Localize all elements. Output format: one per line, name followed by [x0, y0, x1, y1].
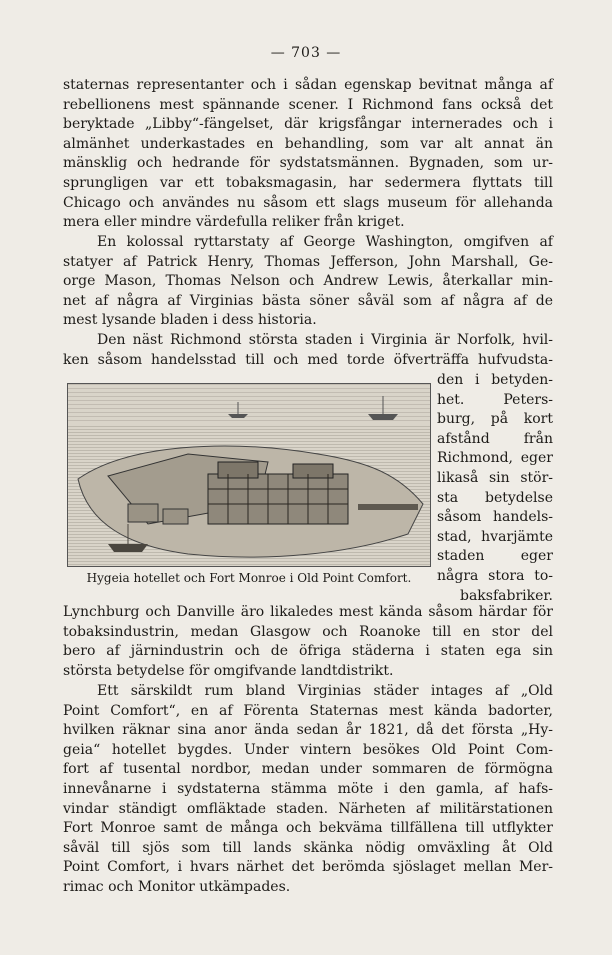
narrow-column	[437, 371, 553, 606]
page-number: — 703 —	[270, 45, 342, 61]
text-line: rebellionens mest spännande scener. I Richmond fans också det	[63, 96, 553, 113]
engraving-svg	[68, 384, 430, 566]
text-line: hvilken räknar sina anor ända sedan år 1821, då det första „Hy-	[63, 722, 553, 739]
text-line: Den näst Richmond största staden i Virginia är Norfolk, hvil-	[97, 332, 553, 348]
text-line: het. Peters-	[437, 391, 553, 408]
text-line: sprungligen var ett tobaksmagasin, har sedermera flyttats till	[63, 174, 553, 191]
text-line: rimac och Monitor utkämpades.	[63, 878, 291, 895]
text-line: net af några af Virginias bästa söner såväl som af några af de	[63, 292, 553, 309]
text-line: fort af tusental nordbor, medan under sommaren de förmögna	[63, 761, 553, 778]
text-line: mera eller mindre värdefulla reliker från kriget.	[63, 214, 405, 231]
paragraph-3	[63, 331, 553, 370]
text-line: likaså sin stör-	[437, 469, 553, 486]
text-line: Lynchburg och Danville äro likaledes mest kända såsom härdar för	[63, 604, 553, 620]
text-line: baksfabriker.	[459, 587, 553, 604]
text-line: Fort Monroe samt de många och bekväma tillfällena till utflykter	[63, 820, 553, 837]
text-line: innevånarne i sydstaterna stämma möte i den gamla, af hafs-	[63, 780, 553, 797]
text-line: burg, på kort	[437, 411, 553, 428]
text-line: såsom handels-	[437, 509, 553, 526]
text-line: staden eger	[437, 548, 553, 565]
text-line: sta betydelse	[437, 489, 553, 506]
text-line: stad, hvarjämte	[437, 528, 553, 545]
figure-caption: Hygeia hotellet och Fort Monroe i Old Point Comfort.	[86, 571, 412, 585]
paragraph-1	[63, 76, 553, 233]
text-line: tobaksindustrin, medan Glasgow och Roanoke till en stor del	[63, 623, 553, 640]
text-line: En kolossal ryttarstaty af George Washington, omgifven af	[97, 234, 553, 250]
text-line: några stora to-	[437, 567, 553, 584]
text-line: Ett särskildt rum bland Virginias städer intages af „Old	[97, 683, 553, 699]
text-line: geia“ hotellet bygdes. Under vintern besökes Old Point Com-	[63, 741, 553, 758]
text-line: orge Mason, Thomas Nelson och Andrew Lewis, återkallar min-	[63, 273, 553, 290]
text-line: afstånd från	[437, 430, 553, 447]
text-line: beryktade „Libby“-fängelset, där krigsfångar internerades och i	[63, 116, 553, 133]
paragraph-2	[63, 233, 553, 331]
text-line: almänhet underkastades en behandling, som var alt annat än	[63, 135, 553, 152]
text-line: den i betyden-	[437, 372, 553, 388]
text-line: mest lysande bladen i dess historia.	[63, 312, 317, 329]
text-line: bero af järnindustrin och de öfriga städerna i staten ega sin	[63, 643, 553, 660]
paragraph-3-continued	[63, 603, 553, 681]
paragraph-4	[63, 682, 553, 898]
text-line: Chicago och användes nu såsom ett slags museum för allehanda	[63, 194, 553, 211]
text-line: Richmond, eger	[437, 450, 553, 467]
text-line: Point Comfort, i hvars närhet det berömda sjöslaget mellan Mer-	[63, 859, 553, 876]
text-line: såväl till sjös som till lands skänka nödig omväxling åt Old	[63, 839, 553, 856]
text-line: staternas representanter och i sådan egenskap bevitnat många af	[63, 77, 553, 93]
text-line: statyer af Patrick Henry, Thomas Jefferson, John Marshall, Ge-	[63, 253, 553, 270]
text-line: mänsklig och hedrande för sydstatsmännen. Bygnaden, som ur-	[63, 155, 553, 172]
text-line: vindar ständigt omfläktade staden. Närheten af militärstationen	[63, 800, 553, 817]
text-line: ken såsom handelsstad till och med torde öfverträffa hufvudsta-	[63, 351, 553, 368]
hotel-engraving-illustration	[67, 383, 431, 567]
text-line: största betydelse för omgifvande landtdistrikt.	[63, 662, 394, 679]
text-line: Point Comfort“, en af Förenta Staternas mest kända badorter,	[63, 702, 553, 719]
